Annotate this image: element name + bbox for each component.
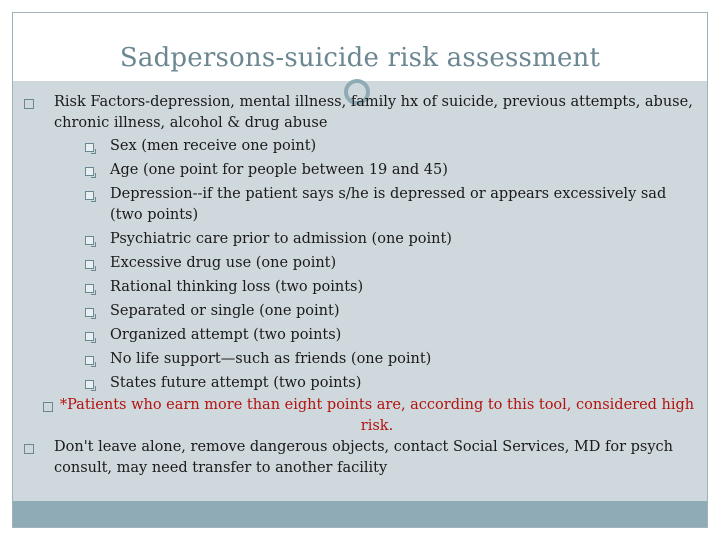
list-item: Separated or single (one point) bbox=[110, 303, 340, 319]
checkbox-bullet-icon bbox=[85, 380, 94, 389]
list-item: Sex (men receive one point) bbox=[110, 138, 317, 154]
list-item: Excessive drug use (one point) bbox=[110, 255, 337, 271]
list-item: Organized attempt (two points) bbox=[110, 327, 342, 343]
list-item: No life support—such as friends (one point) bbox=[110, 351, 432, 367]
list-item: States future attempt (two points) bbox=[110, 375, 362, 391]
list-item: Psychiatric care prior to admission (one point) bbox=[110, 231, 452, 247]
checkbox-bullet-icon bbox=[85, 284, 94, 293]
checkbox-bullet-icon bbox=[85, 191, 94, 200]
square-bullet-icon bbox=[24, 99, 34, 109]
checkbox-bullet-icon bbox=[85, 260, 94, 269]
slide-title: Sadpersons-suicide risk assessment bbox=[119, 43, 601, 73]
warning-text: *Patients who earn more than eight points are, according to this tool, considered high risk. bbox=[59, 397, 695, 434]
slide-frame bbox=[12, 12, 708, 528]
square-bullet-icon bbox=[43, 402, 53, 412]
slide-header bbox=[13, 13, 707, 81]
list-item: Rational thinking loss (two points) bbox=[110, 279, 364, 295]
checkbox-bullet-icon bbox=[85, 236, 94, 245]
square-bullet-icon bbox=[24, 444, 34, 454]
risk-factors-text: Risk Factors-depression, mental illness, family hx of suicide, previous attempts, abuse, chronic illness, alcohol & drug abuse bbox=[54, 94, 693, 131]
checkbox-bullet-icon bbox=[85, 143, 94, 152]
checkbox-bullet-icon bbox=[85, 167, 94, 176]
list-item: Depression--if the patient says s/he is depressed or appears excessively sad (two points) bbox=[110, 186, 667, 223]
footer-bar bbox=[13, 501, 707, 527]
advice-text: Don't leave alone, remove dangerous objects, contact Social Services, MD for psych consult, may need transfer to another facility bbox=[54, 439, 674, 476]
checkbox-bullet-icon bbox=[85, 332, 94, 341]
checkbox-bullet-icon bbox=[85, 308, 94, 317]
list-item: Age (one point for people between 19 and 45) bbox=[110, 162, 448, 178]
checkbox-bullet-icon bbox=[85, 356, 94, 365]
